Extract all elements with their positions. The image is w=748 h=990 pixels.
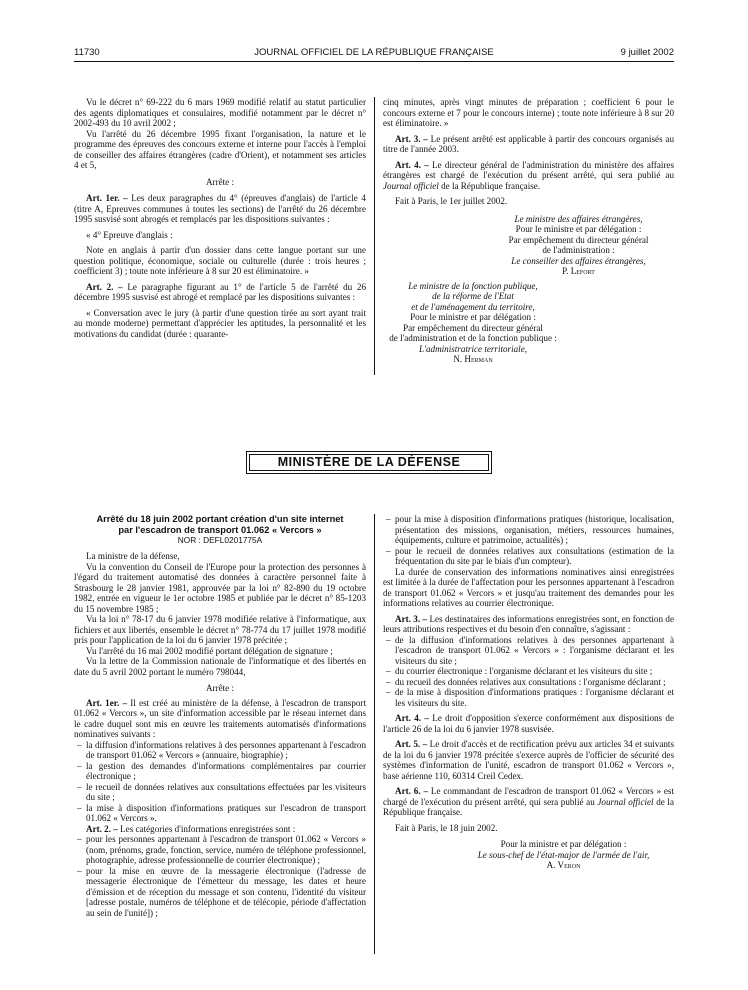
issue-date: 9 juillet 2002 <box>620 47 674 58</box>
list-item: – pour les personnes appartenant à l'escadron de transport 01.062 « Vercors » (nom, prénoms, grade, fonction, service, numéro de téléphone professionnel, photographie, adresse professionnelle de courrier électronique) ; <box>74 834 366 866</box>
article-text: Le droit d'opposition s'exerce conformément aux dispositions de l'article 26 de la loi du 6 janvier 1978 susvisée. <box>383 713 674 734</box>
article-text: de la République française. <box>441 180 541 191</box>
article-list <box>74 834 366 918</box>
signature-line: Pour la ministre et par délégation : <box>500 839 627 849</box>
visa-paragraph: Vu le décret n° 69-222 du 6 mars 1969 modifié relatif au statut particulier des agents diplomatiques et consulaires, modifié notamment par le décret n° 2002-493 du 10 avril 2002 ; <box>74 97 366 128</box>
article-text: Le droit d'accès et de rectification prévu aux articles 34 et suivants de la loi du 6 janvier 1978 précitée s'exerce auprès de l'officier de sécurité des systèmes d'information de l'unité, escadron de transport 01.062 « Vercors », base aérienne 110, 60314 Creil Cedex. <box>383 739 674 781</box>
nor-reference: NOR : DEFL0201775A <box>177 535 263 545</box>
visa-paragraph: Vu l'arrêté du 16 mai 2002 modifié portant délégation de signature ; <box>86 645 333 656</box>
list-item: – pour la mise à disposition d'informations pratiques (historique, localisation, présentation des missions, organisation, métiers, ressources humaines, équipements, culture et patrimoine, actualités) ; <box>383 514 674 546</box>
article-list <box>383 514 674 567</box>
page-header <box>74 47 674 61</box>
article-label: Art. 1er. – <box>86 697 128 708</box>
signature-line: Par empêchement du directeur général <box>508 234 649 245</box>
article-text: Le paragraphe figurant au 1° de l'article 5 de l'arrêté du 26 décembre 1995 susvisé est abrogé et remplacé par les dispositions suivantes : <box>74 281 366 302</box>
article-label: Art. 5. – <box>395 739 428 749</box>
article-paragraph <box>74 282 366 303</box>
ministry-title: MINISTÈRE DE LA DÉFENSE <box>249 454 489 471</box>
signature-line: Par empêchement du directeur général <box>403 322 543 333</box>
article-label: Art. 2. – <box>86 823 118 834</box>
visa-paragraph: Vu l'arrêté du 26 décembre 1995 fixant l'organisation, la nature et le programme des épreuves des concours externe et interne pour l'accès à l'emploi de conseiller des affaires étrangères (cadre d'Orient), et notamment ses articles 4 et 5, <box>74 128 366 170</box>
journal-title: JOURNAL OFFICIEL DE LA RÉPUBLIQUE FRANÇAISE <box>254 47 494 58</box>
article-label: Art. 4. – <box>395 713 429 723</box>
article-label: Art. 4. – <box>395 159 429 170</box>
list-item: – de la mise à disposition d'informations pratiques : l'organisme déclarant et les visiteurs du site. <box>383 687 674 708</box>
journal-officiel-ref: Journal officiel <box>597 796 654 807</box>
article-paragraph <box>74 698 366 740</box>
article-text: Les destinataires des informations enregistrées sont, en fonction de leurs attributions respectives et du besoin d'en connaître, s'agissant : <box>383 613 674 634</box>
article-paragraph <box>383 739 674 781</box>
article-text: de la République française. <box>383 796 674 817</box>
article-label: Art. 3. – <box>395 133 428 144</box>
visa-paragraph: Vu la convention du Conseil de l'Europe pour la protection des personnes à l'égard du traitement automatisé des données à caractère personnel faite à Strasbourg le 28 janvier 1981, approuvée par la loi n° 82-890 du 19 octobre 1982, entrée en vigueur le 1er octobre 1985 et publiée par le décret n° 85-1203 du 15 novembre 1985 ; <box>74 561 366 614</box>
list-item: – pour la mise en œuvre de la messagerie électronique (l'adresse de messagerie électronique de l'émetteur du message, les dates et heure d'émission et de réception du message et son contenu, l'identité du visiteur [adresse postale, numéros de téléphone et de télécopie, période d'affectation au sein de l'unité]) ; <box>74 866 366 919</box>
article-list <box>74 740 366 824</box>
list-item: – la diffusion d'informations relatives à des personnes appartenant à l'escadron de transport 01.062 « Vercors » (annuaire, biographie) ; <box>74 740 366 761</box>
article-list <box>383 635 674 709</box>
signatory-name: A. Veron <box>546 860 581 870</box>
signature-block-3 <box>383 839 674 871</box>
signature-line: Le ministre des affaires étrangères, <box>514 213 643 224</box>
list-item: – du courrier électronique : l'organisme déclarant et les visiteurs du site ; <box>383 666 674 677</box>
article-text: Le directeur général de l'administration du ministère des affaires étrangères est chargé de l'exécution du présent arrêté, qui sera publié au <box>383 159 674 180</box>
top-right-column <box>383 97 674 365</box>
bottom-right-column <box>383 514 674 871</box>
arrete-title-line: par l'escadron de transport 01.062 « Vercors » <box>118 524 322 535</box>
column-divider <box>374 97 375 375</box>
article-label: Art. 6. – <box>395 786 429 796</box>
arrete-title <box>74 514 366 535</box>
signatory-name: N. Herman <box>453 354 493 364</box>
list-item: – de la diffusion d'informations relatives à des personnes appartenant à l'escadron de transport 01.062 « Vercors » : l'organisme déclarant et les visiteurs du site ; <box>383 635 674 667</box>
journal-officiel-ref: Journal officiel <box>383 180 439 191</box>
visa-paragraph: Vu la lettre de la Commission nationale de l'informatique et des libertés en date du 5 avril 2002 portant le numéro 798044, <box>74 656 366 677</box>
article-text: Le présent arrêté est applicable à partir des concours organisés au titre de l'année 2003. <box>383 133 674 154</box>
signatory-name: P. Lefort <box>562 266 595 276</box>
arrete-heading: Arrête : <box>205 176 235 187</box>
quote-paragraph: « 4° Epreuve d'anglais : <box>86 229 173 240</box>
signature-line: L'administratrice territoriale, <box>418 343 528 354</box>
article-paragraph <box>74 824 366 835</box>
article-paragraph <box>383 713 674 734</box>
article-text: Les deux paragraphes du 4° (épreuves d'anglais) de l'article 4 (titre A, Epreuves communes à toutes les sections) de l'arrêté du 26 décembre 1995 susvisé sont abrogés et remplacés par les dispositions suivantes : <box>74 193 366 224</box>
column-divider <box>374 514 375 954</box>
article-label: Art. 2. – <box>86 281 123 292</box>
signature-line: Pour le ministre et par délégation : <box>410 312 536 322</box>
list-item: – la gestion des demandes d'informations complémentaires par courrier électronique ; <box>74 761 366 782</box>
top-left-column <box>74 97 366 339</box>
intro-line: La ministre de la défense, <box>86 551 180 561</box>
quote-continuation: cinq minutes, après vingt minutes de préparation ; coefficient 6 pour le concours externe et 7 pour le concours interne) ; toute note inférieure à 8 sur 20 est éliminatoire. » <box>383 97 674 128</box>
signature-line: Le sous-chef de l'état-major de l'armée de l'air, <box>477 849 650 860</box>
signature-line: Le conseiller des affaires étrangères, <box>511 255 646 266</box>
article-paragraph <box>383 134 674 155</box>
article-paragraph <box>383 786 674 818</box>
article-text: Il est créé au ministère de la défense, à l'escadron de transport 01.062 « Vercors », un site d'information accessible par le réseau internet dans le cadre duquel sont mis en œuvre les traitements automatisés d'informations nominatives suivants : <box>74 697 366 739</box>
arrete-heading: Arrête : <box>205 683 235 693</box>
fait-a-paris: Fait à Paris, le 1er juillet 2002. <box>395 196 508 206</box>
header-rule <box>74 61 674 62</box>
visa-paragraph: Vu la loi n° 78-17 du 6 janvier 1978 modifiée relative à l'informatique, aux fichiers et aux libertés, ensemble le décret n° 78-774 du 17 juillet 1978 modifié pris pour l'application de la loi du 6 janvier 1978 précitée ; <box>74 614 366 645</box>
signature-line: Le ministre de la fonction publique, <box>408 280 538 291</box>
list-item: – du recueil des données relatives aux consultations : l'organisme déclarant ; <box>383 677 674 688</box>
signature-line: de la réforme de l'Etat <box>432 291 514 301</box>
article-paragraph <box>383 160 674 192</box>
article-text: Les catégories d'informations enregistrées sont : <box>120 823 296 834</box>
signature-line: de l'administration : <box>542 245 615 255</box>
bottom-left-column <box>74 514 366 918</box>
quote-paragraph: « Conversation avec le jury (à partir d'une question tirée au sort ayant trait au monde moderne) permettant d'apprécier les aptitudes, la personnalité et les motivations du candidat (durée : quarante- <box>74 307 366 339</box>
article-label: Art. 3. – <box>395 613 428 624</box>
signature-line: et de l'aménagement du territoire, <box>411 301 535 312</box>
list-item: – pour le recueil de données relatives aux consultations (estimation de la fréquentation du site par le biais d'un compteur). <box>383 546 674 567</box>
signature-block-1 <box>383 214 674 277</box>
page-number: 11730 <box>74 47 100 58</box>
article-text: Le commandant de l'escadron de transport 01.062 « Vercors » est chargé de l'exécution du présent arrêté, qui sera publié au <box>383 786 674 807</box>
article-label: Art. 1er. – <box>86 193 128 203</box>
article-paragraph: La durée de conservation des informations nominatives ainsi enregistrées est limitée à la durée de l'affectation pour les personnes appartenant à l'escadron de transport 01.062 « Vercors » et jusqu'au traitement des demandes pour les informations relatives au courrier électronique. <box>383 566 674 608</box>
signature-line: Pour le ministre et par délégation : <box>515 224 642 234</box>
signature-block-2 <box>383 281 563 365</box>
article-paragraph <box>383 614 674 635</box>
ministry-banner <box>246 451 492 474</box>
list-item: – la mise à disposition d'informations pratiques sur l'escadron de transport 01.062 « Vercors ». <box>74 803 366 824</box>
arrete-title-line: Arrêté du 18 juin 2002 portant création d'un site internet <box>96 514 344 524</box>
quote-paragraph: Note en anglais à partir d'un dossier dans cette langue portant sur une question politique, économique, sociale ou culturelle (durée : trois heures ; coefficient 3) ; toute note inférieure à 8 sur 20 est éliminatoire. » <box>74 245 366 276</box>
list-item: – le recueil de données relatives aux consultations effectuées par les visiteurs du site ; <box>74 782 366 803</box>
article-paragraph <box>74 193 366 225</box>
signature-line: de l'administration et de la fonction publique : <box>389 333 557 343</box>
fait-a-paris: Fait à Paris, le 18 juin 2002. <box>395 822 498 833</box>
